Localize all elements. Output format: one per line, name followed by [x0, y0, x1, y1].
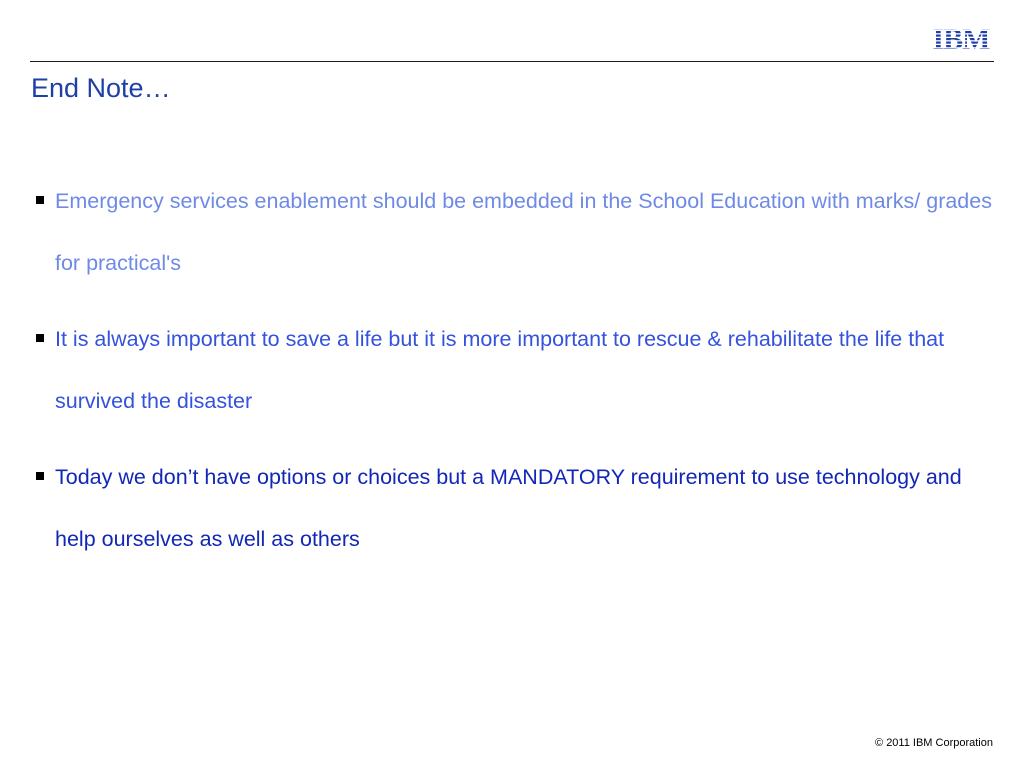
ibm-logo [926, 24, 996, 52]
square-bullet-icon [36, 196, 44, 204]
list-item [36, 308, 996, 432]
square-bullet-icon [36, 472, 44, 480]
bullet-text: Today we don’t have options or choices but a MANDATORY requirement to use technology and help ourselves as well as others [55, 465, 962, 551]
square-bullet-icon [36, 334, 44, 342]
copyright-footer: © 2011 IBM Corporation [875, 737, 993, 749]
list-item [36, 446, 996, 570]
bullet-text: Emergency services enablement should be embedded in the School Education with marks/ grades for practical's [55, 189, 992, 275]
header-divider [30, 61, 994, 62]
svg-text:IBM: IBM [932, 24, 990, 52]
bullet-text: It is always important to save a life but it is more important to rescue & rehabilitate the life that survived the disaster [55, 327, 945, 413]
list-item [36, 170, 996, 294]
bullet-list [36, 170, 996, 584]
slide-title: End Note… [31, 73, 171, 103]
